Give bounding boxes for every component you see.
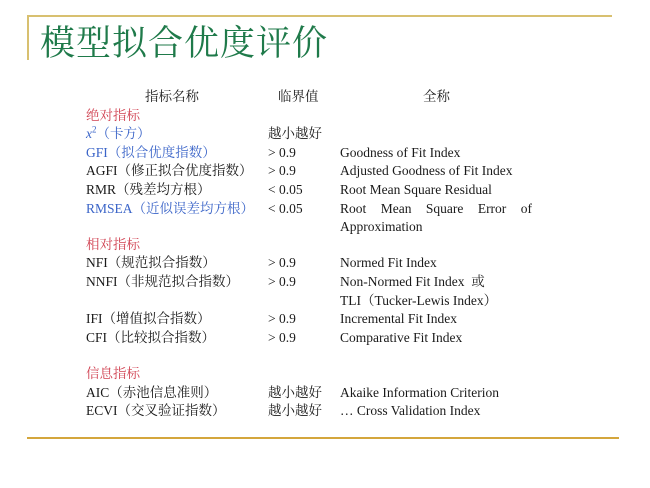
index-name — [86, 124, 151, 143]
index-name: RMSEA（近似误差均方根） — [86, 201, 255, 216]
threshold-value: < 0.05 — [268, 182, 303, 197]
threshold-value: > 0.9 — [268, 163, 296, 178]
table-row-nnfi-cont — [0, 291, 650, 310]
index-name: GFI（拟合优度指数） — [86, 145, 216, 160]
table-row-rmsea-cont — [0, 217, 650, 236]
table-header-row — [0, 87, 650, 106]
threshold-value: > 0.9 — [268, 311, 296, 326]
section-heading-information — [0, 364, 650, 383]
section-heading-absolute — [0, 106, 650, 125]
left-rule-line — [27, 15, 29, 60]
section-heading-label: 信息指标 — [86, 366, 140, 381]
full-name-continuation: Approximation — [340, 219, 423, 234]
full-name: Comparative Fit Index — [340, 330, 463, 345]
slide-title: 模型拟合优度评价 — [40, 24, 329, 64]
index-name: ECVI（交叉验证指数） — [86, 403, 226, 418]
index-name: AGFI（修正拟合优度指数） — [86, 163, 253, 178]
table-row-cfi — [0, 328, 650, 347]
full-name: Normed Fit Index — [340, 255, 437, 270]
full-name: Non-Normed Fit Index 或 — [340, 274, 485, 289]
section-heading-relative — [0, 235, 650, 254]
header-threshold: 临界值 — [278, 89, 319, 104]
full-name: … Cross Validation Index — [340, 403, 481, 418]
chi-symbol: x — [86, 126, 92, 141]
index-name: RMR（残差均方根） — [86, 182, 211, 197]
threshold-value: > 0.9 — [268, 255, 296, 270]
full-name: Adjusted Goodness of Fit Index — [340, 163, 513, 178]
full-name: Root Mean Square Residual — [340, 182, 492, 197]
chi-label: （卡方） — [96, 126, 151, 141]
table-row-aic — [0, 383, 650, 402]
header-index-name: 指标名称 — [145, 89, 199, 104]
bottom-rule-line — [27, 437, 619, 439]
table-row-rmr — [0, 180, 650, 199]
section-heading-label: 相对指标 — [86, 237, 140, 252]
full-name: Akaike Information Criterion — [340, 385, 499, 400]
table-row-nnfi — [0, 272, 650, 291]
threshold-value: 越小越好 — [268, 403, 322, 418]
full-name: Root Mean Square Error of — [340, 201, 532, 216]
full-name-continuation: TLI（Tucker-Lewis Index） — [340, 293, 498, 308]
threshold-value: < 0.05 — [268, 201, 303, 216]
index-name: AIC（赤池信息准则） — [86, 385, 218, 400]
full-name: Goodness of Fit Index — [340, 145, 461, 160]
threshold-value: 越小越好 — [268, 385, 322, 400]
section-heading-label: 绝对指标 — [86, 108, 140, 123]
index-name: IFI（增值拟合指数） — [86, 311, 211, 326]
table-row-ecvi — [0, 401, 650, 420]
threshold-value: > 0.9 — [268, 274, 296, 289]
threshold-value: 越小越好 — [268, 126, 322, 141]
table-row-nfi — [0, 253, 650, 272]
index-name: CFI（比较拟合指数） — [86, 330, 216, 345]
header-full-name: 全称 — [423, 89, 450, 104]
table-row-rmsea — [0, 199, 650, 218]
chi-superscript: 2 — [92, 124, 97, 135]
index-name: NFI（规范拟合指数） — [86, 255, 216, 270]
index-name: NNFI（非规范拟合指数） — [86, 274, 240, 289]
threshold-value: > 0.9 — [268, 145, 296, 160]
top-rule-line — [27, 15, 612, 17]
full-name: Incremental Fit Index — [340, 311, 457, 326]
table-row-agfi — [0, 161, 650, 180]
threshold-value: > 0.9 — [268, 330, 296, 345]
table-row-chi-square — [0, 124, 650, 143]
table-row-gfi — [0, 143, 650, 162]
table-row-ifi — [0, 309, 650, 328]
